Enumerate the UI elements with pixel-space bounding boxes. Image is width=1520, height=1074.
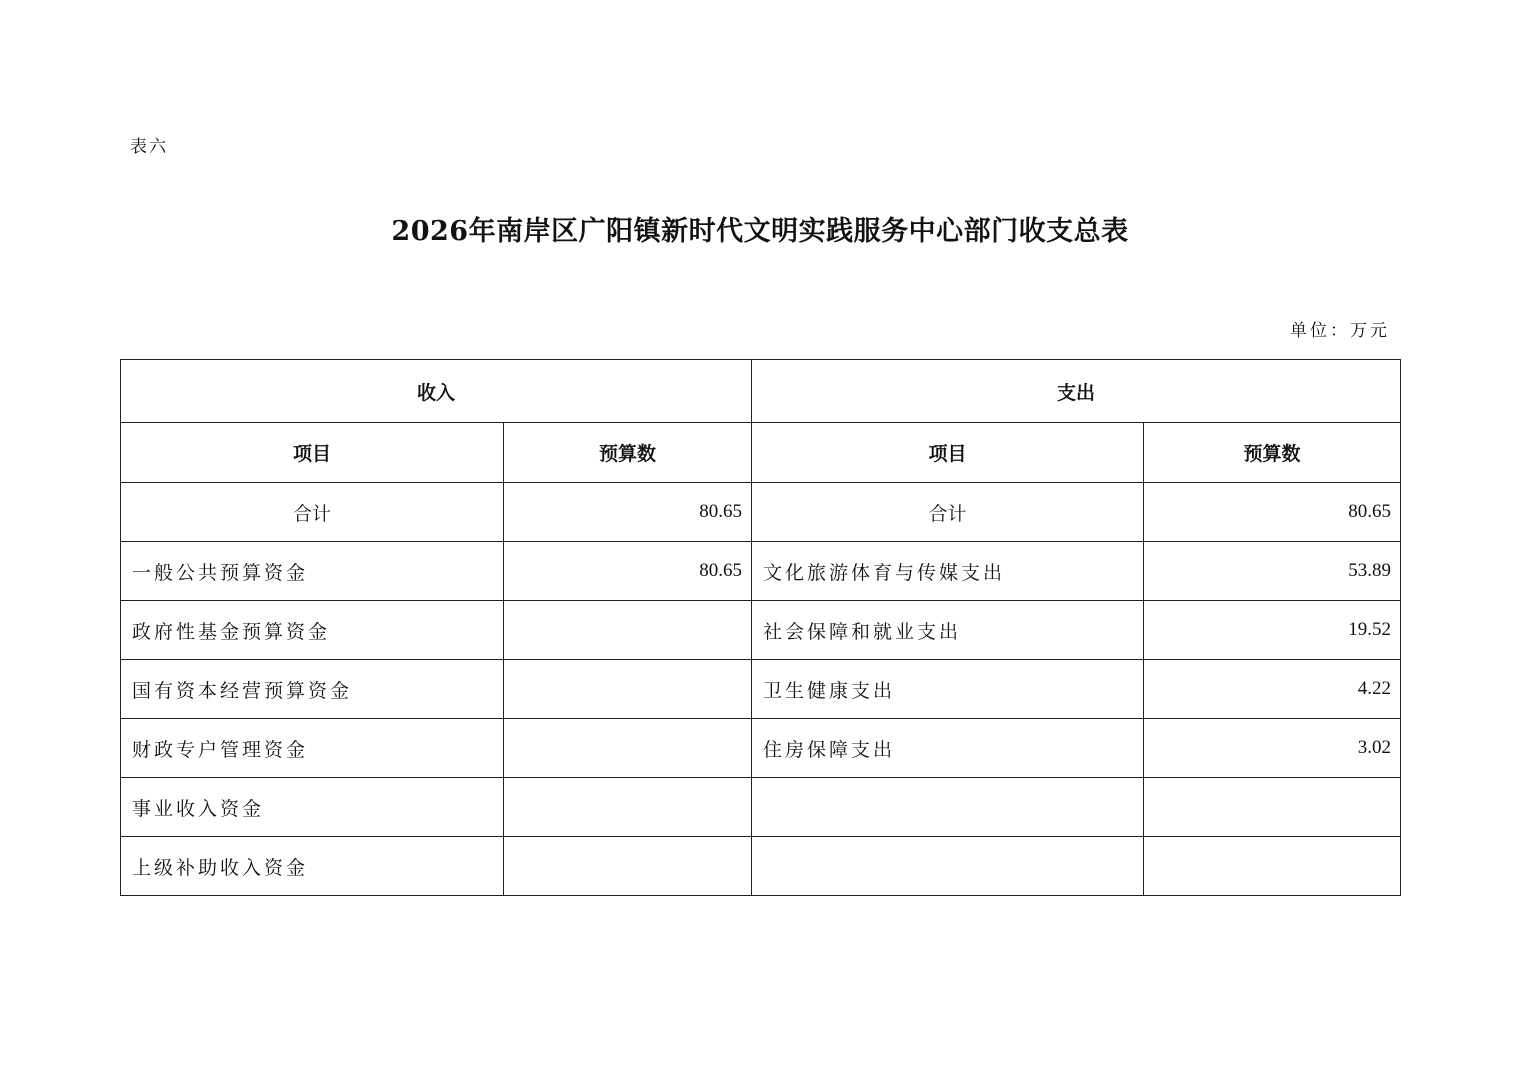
table-row	[121, 660, 1401, 719]
income-item-column-header: 项目	[121, 423, 504, 483]
expense-item-column-header: 项目	[752, 423, 1144, 483]
unit-label: 单位：万元	[1290, 321, 1390, 341]
expense-total-label: 合计	[752, 483, 1144, 542]
income-total-amount: 80.65	[504, 483, 752, 542]
income-amount	[504, 660, 752, 719]
income-section-header: 收入	[121, 360, 752, 423]
column-header-row	[121, 423, 1401, 483]
expense-amount	[1144, 837, 1401, 896]
budget-table	[120, 359, 1401, 896]
expense-amount: 4.22	[1144, 660, 1401, 719]
expense-section-header: 支出	[752, 360, 1401, 423]
income-amount	[504, 601, 752, 660]
expense-item: 住房保障支出	[752, 719, 1144, 778]
expense-item	[752, 837, 1144, 896]
section-header-row	[121, 360, 1401, 423]
income-amount: 80.65	[504, 542, 752, 601]
expense-item: 文化旅游体育与传媒支出	[752, 542, 1144, 601]
table-label: 表六	[130, 137, 168, 157]
income-item: 事业收入资金	[121, 778, 504, 837]
income-item: 国有资本经营预算资金	[121, 660, 504, 719]
expense-amount	[1144, 778, 1401, 837]
expense-item: 卫生健康支出	[752, 660, 1144, 719]
expense-amount: 19.52	[1144, 601, 1401, 660]
table-row	[121, 837, 1401, 896]
income-item: 财政专户管理资金	[121, 719, 504, 778]
income-amount	[504, 778, 752, 837]
expense-total-amount: 80.65	[1144, 483, 1401, 542]
table-row	[121, 778, 1401, 837]
income-item: 一般公共预算资金	[121, 542, 504, 601]
income-amount	[504, 837, 752, 896]
income-item: 政府性基金预算资金	[121, 601, 504, 660]
income-total-label: 合计	[121, 483, 504, 542]
expense-amount-column-header: 预算数	[1144, 423, 1401, 483]
expense-amount: 53.89	[1144, 542, 1401, 601]
expense-amount: 3.02	[1144, 719, 1401, 778]
expense-item: 社会保障和就业支出	[752, 601, 1144, 660]
table-row	[121, 601, 1401, 660]
table-row	[121, 542, 1401, 601]
income-amount-column-header: 预算数	[504, 423, 752, 483]
income-item: 上级补助收入资金	[121, 837, 504, 896]
expense-item	[752, 778, 1144, 837]
income-amount	[504, 719, 752, 778]
table-row	[121, 719, 1401, 778]
page-title: 2026年南岸区广阳镇新时代文明实践服务中心部门收支总表	[391, 216, 1129, 247]
total-row	[121, 483, 1401, 542]
